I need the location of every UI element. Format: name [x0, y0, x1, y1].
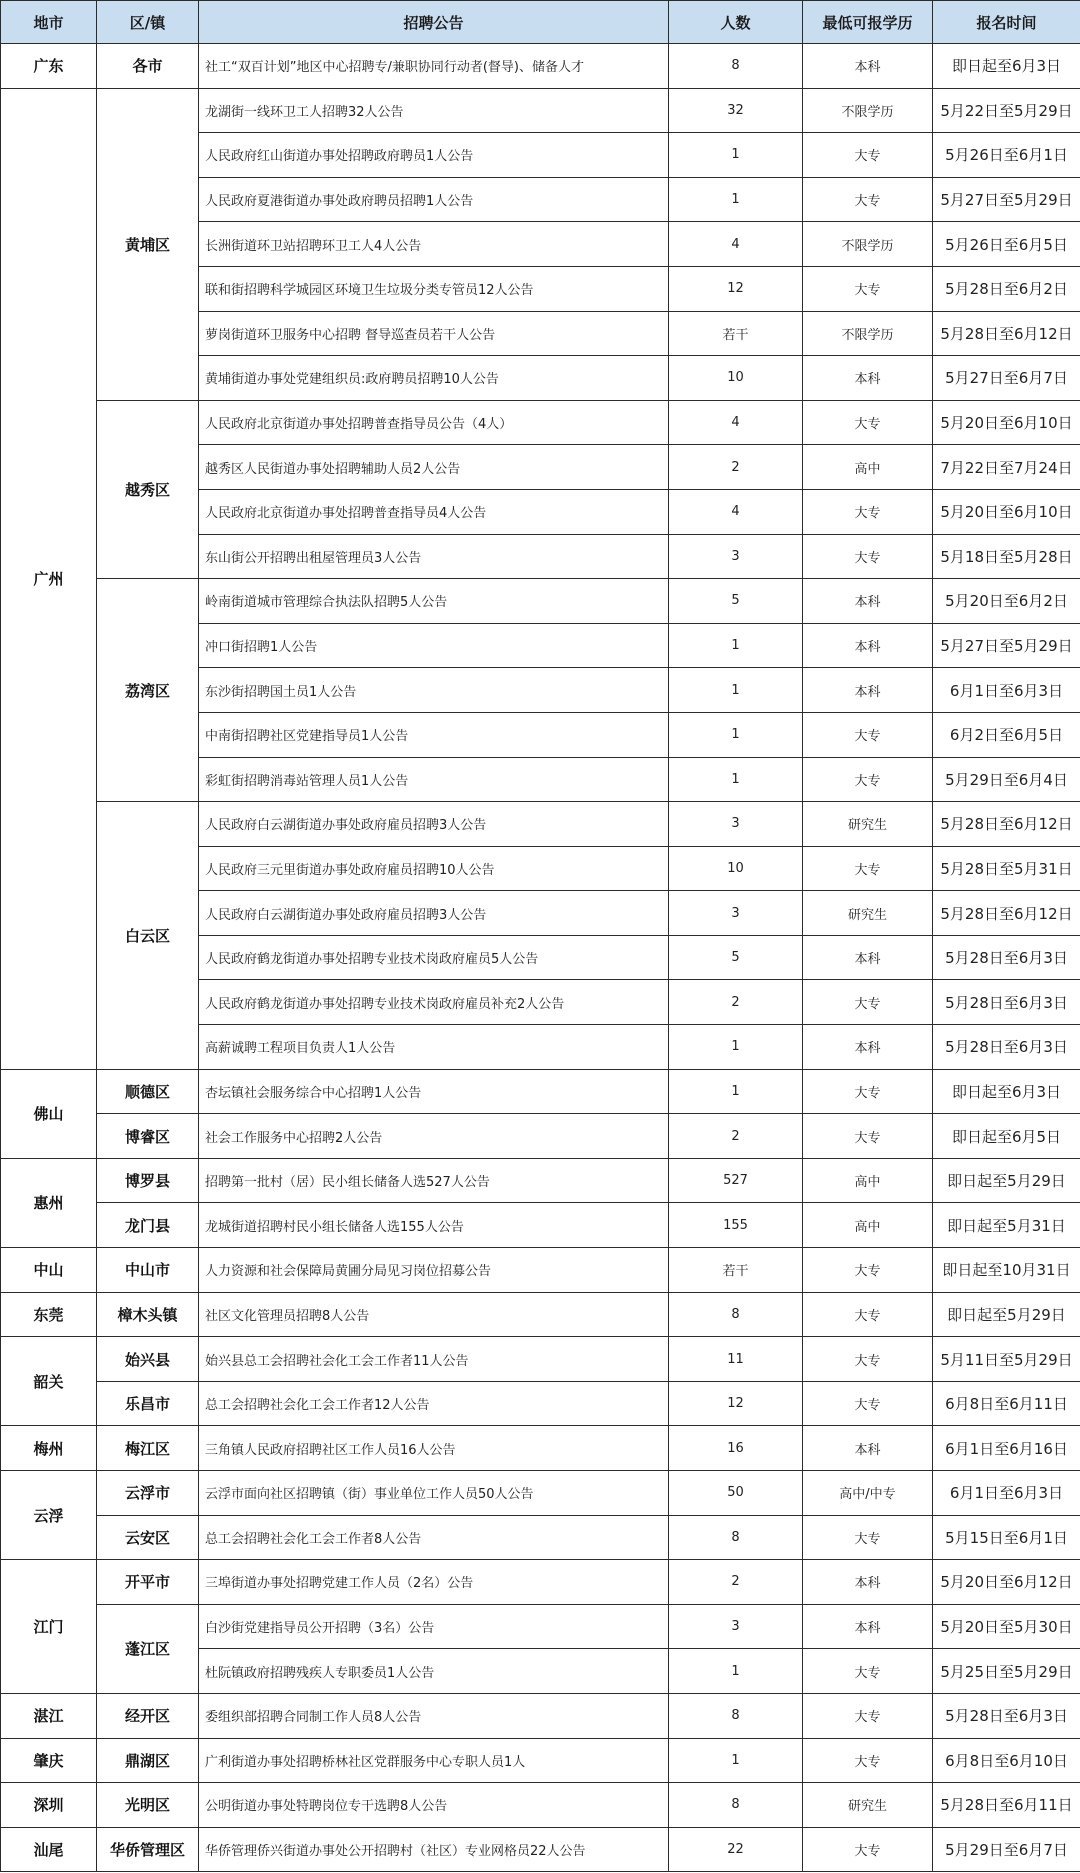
- education-cell: 不限学历: [803, 222, 933, 267]
- announcement-cell: 招聘第一批村（居）民小组长储备人选527人公告: [199, 1158, 669, 1203]
- city-cell: 广州: [1, 88, 97, 1069]
- count-cell: 527: [669, 1158, 803, 1203]
- signup-time-cell: 5月20日至5月30日: [933, 1604, 1080, 1649]
- signup-time-cell: 5月27日至5月29日: [933, 623, 1080, 668]
- count-cell: 12: [669, 266, 803, 311]
- education-cell: 高中: [803, 445, 933, 490]
- table-row: [1, 1381, 1080, 1426]
- table-row: [1, 1515, 1080, 1560]
- education-cell: 大专: [803, 980, 933, 1025]
- table-row: [1, 1604, 1080, 1649]
- announcement-cell: 云浮市面向社区招聘镇（街）事业单位工作人员50人公告: [199, 1471, 669, 1516]
- table-body: [1, 44, 1080, 1872]
- table-row: [1, 1292, 1080, 1337]
- education-cell: 本科: [803, 1426, 933, 1471]
- city-cell: 东莞: [1, 1292, 97, 1337]
- count-cell: 16: [669, 1426, 803, 1471]
- city-cell: 广东: [1, 44, 97, 89]
- signup-time-cell: 5月15日至6月1日: [933, 1515, 1080, 1560]
- count-cell: 1: [669, 177, 803, 222]
- education-cell: 本科: [803, 1025, 933, 1070]
- signup-time-cell: 即日起至6月5日: [933, 1114, 1080, 1159]
- count-cell: 4: [669, 222, 803, 267]
- count-cell: 5: [669, 935, 803, 980]
- announcement-cell: 人民政府鹤龙街道办事处招聘专业技术岗政府雇员补充2人公告: [199, 980, 669, 1025]
- signup-time-cell: 即日起至5月29日: [933, 1158, 1080, 1203]
- table-row: [1, 1693, 1080, 1738]
- signup-time-cell: 7月22日至7月24日: [933, 445, 1080, 490]
- city-cell: 湛江: [1, 1693, 97, 1738]
- city-cell: 惠州: [1, 1158, 97, 1247]
- district-cell: 白云区: [97, 802, 199, 1070]
- city-cell: 深圳: [1, 1783, 97, 1828]
- announcement-cell: 中南街招聘社区党建指导员1人公告: [199, 712, 669, 757]
- count-cell: 10: [669, 846, 803, 891]
- count-cell: 8: [669, 1515, 803, 1560]
- education-cell: 高中/中专: [803, 1471, 933, 1516]
- district-cell: 云浮市: [97, 1471, 199, 1516]
- city-cell: 肇庆: [1, 1738, 97, 1783]
- count-cell: 1: [669, 668, 803, 713]
- district-cell: 荔湾区: [97, 579, 199, 802]
- count-cell: 2: [669, 980, 803, 1025]
- signup-time-cell: 6月1日至6月3日: [933, 668, 1080, 713]
- table-row: [1, 1248, 1080, 1293]
- count-cell: 1: [669, 133, 803, 178]
- count-cell: 3: [669, 1604, 803, 1649]
- education-cell: 本科: [803, 1604, 933, 1649]
- district-cell: 蓬江区: [97, 1604, 199, 1693]
- city-cell: 汕尾: [1, 1827, 97, 1872]
- education-cell: 研究生: [803, 891, 933, 936]
- announcement-cell: 社工“双百计划”地区中心招聘专/兼职协同行动者(督导)、储备人才: [199, 44, 669, 89]
- signup-time-cell: 即日起至6月3日: [933, 44, 1080, 89]
- count-cell: 10: [669, 356, 803, 401]
- education-cell: 高中: [803, 1158, 933, 1203]
- header-count: 人数: [669, 1, 803, 44]
- district-cell: 黄埔区: [97, 88, 199, 400]
- education-cell: 高中: [803, 1203, 933, 1248]
- district-cell: 龙门县: [97, 1203, 199, 1248]
- district-cell: 樟木头镇: [97, 1292, 199, 1337]
- header-row: [1, 1, 1080, 44]
- city-cell: 云浮: [1, 1471, 97, 1560]
- count-cell: 155: [669, 1203, 803, 1248]
- announcement-cell: 总工会招聘社会化工会工作者12人公告: [199, 1381, 669, 1426]
- count-cell: 1: [669, 1025, 803, 1070]
- table-row: [1, 579, 1080, 624]
- district-cell: 始兴县: [97, 1337, 199, 1382]
- district-cell: 光明区: [97, 1783, 199, 1828]
- signup-time-cell: 5月28日至6月3日: [933, 935, 1080, 980]
- count-cell: 32: [669, 88, 803, 133]
- table-row: [1, 1783, 1080, 1828]
- signup-time-cell: 5月27日至6月7日: [933, 356, 1080, 401]
- count-cell: 8: [669, 1783, 803, 1828]
- education-cell: 大专: [803, 489, 933, 534]
- count-cell: 若干: [669, 311, 803, 356]
- announcement-cell: 人民政府北京街道办事处招聘普查指导员公告（4人）: [199, 400, 669, 445]
- table-row: [1, 1471, 1080, 1516]
- education-cell: 本科: [803, 356, 933, 401]
- announcement-cell: 龙湖街一线环卫工人招聘32人公告: [199, 88, 669, 133]
- education-cell: 大专: [803, 1114, 933, 1159]
- signup-time-cell: 5月26日至6月5日: [933, 222, 1080, 267]
- signup-time-cell: 5月20日至6月12日: [933, 1560, 1080, 1605]
- table-row: [1, 802, 1080, 847]
- signup-time-cell: 6月1日至6月3日: [933, 1471, 1080, 1516]
- city-cell: 中山: [1, 1248, 97, 1293]
- education-cell: 本科: [803, 668, 933, 713]
- announcement-cell: 东山街公开招聘出租屋管理员3人公告: [199, 534, 669, 579]
- education-cell: 本科: [803, 579, 933, 624]
- announcement-cell: 人民政府北京街道办事处招聘普查指导员4人公告: [199, 489, 669, 534]
- count-cell: 2: [669, 1114, 803, 1159]
- district-cell: 云安区: [97, 1515, 199, 1560]
- table-row: [1, 44, 1080, 89]
- signup-time-cell: 即日起至6月3日: [933, 1069, 1080, 1114]
- count-cell: 5: [669, 579, 803, 624]
- education-cell: 本科: [803, 935, 933, 980]
- signup-time-cell: 5月25日至5月29日: [933, 1649, 1080, 1694]
- signup-time-cell: 5月20日至6月10日: [933, 489, 1080, 534]
- announcement-cell: 白沙街党建指导员公开招聘（3名）公告: [199, 1604, 669, 1649]
- announcement-cell: 东沙街招聘国土员1人公告: [199, 668, 669, 713]
- announcement-cell: 公明街道办事处特聘岗位专干选聘8人公告: [199, 1783, 669, 1828]
- education-cell: 大专: [803, 1693, 933, 1738]
- announcement-cell: 人民政府三元里街道办事处政府雇员招聘10人公告: [199, 846, 669, 891]
- announcement-cell: 杏坛镇社会服务综合中心招聘1人公告: [199, 1069, 669, 1114]
- education-cell: 大专: [803, 1069, 933, 1114]
- announcement-cell: 三角镇人民政府招聘社区工作人员16人公告: [199, 1426, 669, 1471]
- signup-time-cell: 即日起至10月31日: [933, 1248, 1080, 1293]
- count-cell: 2: [669, 1560, 803, 1605]
- signup-time-cell: 5月11日至5月29日: [933, 1337, 1080, 1382]
- education-cell: 大专: [803, 846, 933, 891]
- signup-time-cell: 6月1日至6月16日: [933, 1426, 1080, 1471]
- education-cell: 大专: [803, 1827, 933, 1872]
- signup-time-cell: 即日起至5月31日: [933, 1203, 1080, 1248]
- district-cell: 各市: [97, 44, 199, 89]
- table-row: [1, 1827, 1080, 1872]
- count-cell: 4: [669, 489, 803, 534]
- count-cell: 3: [669, 534, 803, 579]
- education-cell: 大专: [803, 1292, 933, 1337]
- table-row: [1, 1738, 1080, 1783]
- education-cell: 本科: [803, 44, 933, 89]
- signup-time-cell: 即日起至5月29日: [933, 1292, 1080, 1337]
- signup-time-cell: 5月28日至6月3日: [933, 1693, 1080, 1738]
- announcement-cell: 人民政府白云湖街道办事处政府雇员招聘3人公告: [199, 802, 669, 847]
- table-row: [1, 400, 1080, 445]
- announcement-cell: 萝岗街道环卫服务中心招聘 督导巡查员若干人公告: [199, 311, 669, 356]
- signup-time-cell: 5月28日至6月3日: [933, 980, 1080, 1025]
- announcement-cell: 社会工作服务中心招聘2人公告: [199, 1114, 669, 1159]
- signup-time-cell: 5月18日至5月28日: [933, 534, 1080, 579]
- announcement-cell: 人民政府夏港街道办事处政府聘员招聘1人公告: [199, 177, 669, 222]
- announcement-cell: 三埠街道办事处招聘党建工作人员（2名）公告: [199, 1560, 669, 1605]
- announcement-cell: 广利街道办事处招聘桥林社区党群服务中心专职人员1人: [199, 1738, 669, 1783]
- count-cell: 8: [669, 44, 803, 89]
- district-cell: 越秀区: [97, 400, 199, 578]
- announcement-cell: 始兴县总工会招聘社会化工会工作者11人公告: [199, 1337, 669, 1382]
- header-district: 区/镇: [97, 1, 199, 44]
- education-cell: 本科: [803, 1560, 933, 1605]
- count-cell: 1: [669, 623, 803, 668]
- announcement-cell: 联和街招聘科学城园区环境卫生垃圾分类专管员12人公告: [199, 266, 669, 311]
- city-cell: 江门: [1, 1560, 97, 1694]
- signup-time-cell: 5月28日至6月2日: [933, 266, 1080, 311]
- education-cell: 大专: [803, 400, 933, 445]
- education-cell: 大专: [803, 1337, 933, 1382]
- table-row: [1, 1114, 1080, 1159]
- announcement-cell: 华侨管理侨兴街道办事处公开招聘村（社区）专业网格员22人公告: [199, 1827, 669, 1872]
- count-cell: 1: [669, 757, 803, 802]
- count-cell: 12: [669, 1381, 803, 1426]
- count-cell: 3: [669, 891, 803, 936]
- announcement-cell: 冲口街招聘1人公告: [199, 623, 669, 668]
- education-cell: 本科: [803, 623, 933, 668]
- signup-time-cell: 5月26日至6月1日: [933, 133, 1080, 178]
- table-row: [1, 1069, 1080, 1114]
- table-header: [1, 1, 1080, 44]
- signup-time-cell: 5月28日至6月3日: [933, 1025, 1080, 1070]
- education-cell: 大专: [803, 177, 933, 222]
- header-city: 地市: [1, 1, 97, 44]
- header-education: 最低可报学历: [803, 1, 933, 44]
- announcement-cell: 黄埔街道办事处党建组织员:政府聘员招聘10人公告: [199, 356, 669, 401]
- announcement-cell: 人民政府鹤龙街道办事处招聘专业技术岗政府雇员5人公告: [199, 935, 669, 980]
- count-cell: 2: [669, 445, 803, 490]
- announcement-cell: 越秀区人民街道办事处招聘辅助人员2人公告: [199, 445, 669, 490]
- table-row: [1, 1426, 1080, 1471]
- education-cell: 大专: [803, 534, 933, 579]
- count-cell: 3: [669, 802, 803, 847]
- count-cell: 1: [669, 1649, 803, 1694]
- count-cell: 50: [669, 1471, 803, 1516]
- signup-time-cell: 5月20日至6月10日: [933, 400, 1080, 445]
- announcement-cell: 人力资源和社会保障局黄圃分局见习岗位招募公告: [199, 1248, 669, 1293]
- announcement-cell: 杜阮镇政府招聘残疾人专职委员1人公告: [199, 1649, 669, 1694]
- count-cell: 若干: [669, 1248, 803, 1293]
- count-cell: 1: [669, 712, 803, 757]
- signup-time-cell: 5月29日至6月4日: [933, 757, 1080, 802]
- announcement-cell: 社区文化管理员招聘8人公告: [199, 1292, 669, 1337]
- education-cell: 大专: [803, 1649, 933, 1694]
- education-cell: 大专: [803, 757, 933, 802]
- table-row: [1, 88, 1080, 133]
- table-row: [1, 1560, 1080, 1605]
- signup-time-cell: 5月28日至6月12日: [933, 891, 1080, 936]
- education-cell: 大专: [803, 1738, 933, 1783]
- signup-time-cell: 6月8日至6月11日: [933, 1381, 1080, 1426]
- district-cell: 经开区: [97, 1693, 199, 1738]
- education-cell: 大专: [803, 1248, 933, 1293]
- education-cell: 大专: [803, 266, 933, 311]
- district-cell: 顺德区: [97, 1069, 199, 1114]
- announcement-cell: 人民政府白云湖街道办事处政府雇员招聘3人公告: [199, 891, 669, 936]
- education-cell: 大专: [803, 1515, 933, 1560]
- signup-time-cell: 5月28日至6月12日: [933, 311, 1080, 356]
- table-row: [1, 1158, 1080, 1203]
- city-cell: 佛山: [1, 1069, 97, 1158]
- count-cell: 1: [669, 1738, 803, 1783]
- education-cell: 不限学历: [803, 88, 933, 133]
- count-cell: 4: [669, 400, 803, 445]
- count-cell: 8: [669, 1292, 803, 1337]
- signup-time-cell: 5月27日至5月29日: [933, 177, 1080, 222]
- signup-time-cell: 6月2日至6月5日: [933, 712, 1080, 757]
- announcement-cell: 人民政府红山街道办事处招聘政府聘员1人公告: [199, 133, 669, 178]
- announcement-cell: 长洲街道环卫站招聘环卫工人4人公告: [199, 222, 669, 267]
- city-cell: 梅州: [1, 1426, 97, 1471]
- header-announcement: 招聘公告: [199, 1, 669, 44]
- signup-time-cell: 6月8日至6月10日: [933, 1738, 1080, 1783]
- city-cell: 韶关: [1, 1337, 97, 1426]
- education-cell: 研究生: [803, 1783, 933, 1828]
- announcement-cell: 彩虹街招聘消毒站管理人员1人公告: [199, 757, 669, 802]
- count-cell: 22: [669, 1827, 803, 1872]
- signup-time-cell: 5月28日至6月12日: [933, 802, 1080, 847]
- announcement-cell: 高薪诚聘工程项目负责人1人公告: [199, 1025, 669, 1070]
- announcement-cell: 岭南街道城市管理综合执法队招聘5人公告: [199, 579, 669, 624]
- signup-time-cell: 5月22日至5月29日: [933, 88, 1080, 133]
- district-cell: 博睿区: [97, 1114, 199, 1159]
- announcement-cell: 龙城街道招聘村民小组长储备人选155人公告: [199, 1203, 669, 1248]
- announcement-cell: 总工会招聘社会化工会工作者8人公告: [199, 1515, 669, 1560]
- education-cell: 不限学历: [803, 311, 933, 356]
- count-cell: 1: [669, 1069, 803, 1114]
- signup-time-cell: 5月28日至6月11日: [933, 1783, 1080, 1828]
- table-row: [1, 1203, 1080, 1248]
- district-cell: 中山市: [97, 1248, 199, 1293]
- education-cell: 研究生: [803, 802, 933, 847]
- district-cell: 华侨管理区: [97, 1827, 199, 1872]
- education-cell: 大专: [803, 1381, 933, 1426]
- education-cell: 大专: [803, 133, 933, 178]
- district-cell: 梅江区: [97, 1426, 199, 1471]
- education-cell: 大专: [803, 712, 933, 757]
- district-cell: 乐昌市: [97, 1381, 199, 1426]
- signup-time-cell: 5月28日至5月31日: [933, 846, 1080, 891]
- district-cell: 博罗县: [97, 1158, 199, 1203]
- header-signup-time: 报名时间: [933, 1, 1080, 44]
- count-cell: 8: [669, 1693, 803, 1738]
- district-cell: 开平市: [97, 1560, 199, 1605]
- announcement-cell: 委组织部招聘合同制工作人员8人公告: [199, 1693, 669, 1738]
- signup-time-cell: 5月20日至6月2日: [933, 579, 1080, 624]
- count-cell: 11: [669, 1337, 803, 1382]
- table-row: [1, 1337, 1080, 1382]
- signup-time-cell: 5月29日至6月7日: [933, 1827, 1080, 1872]
- district-cell: 鼎湖区: [97, 1738, 199, 1783]
